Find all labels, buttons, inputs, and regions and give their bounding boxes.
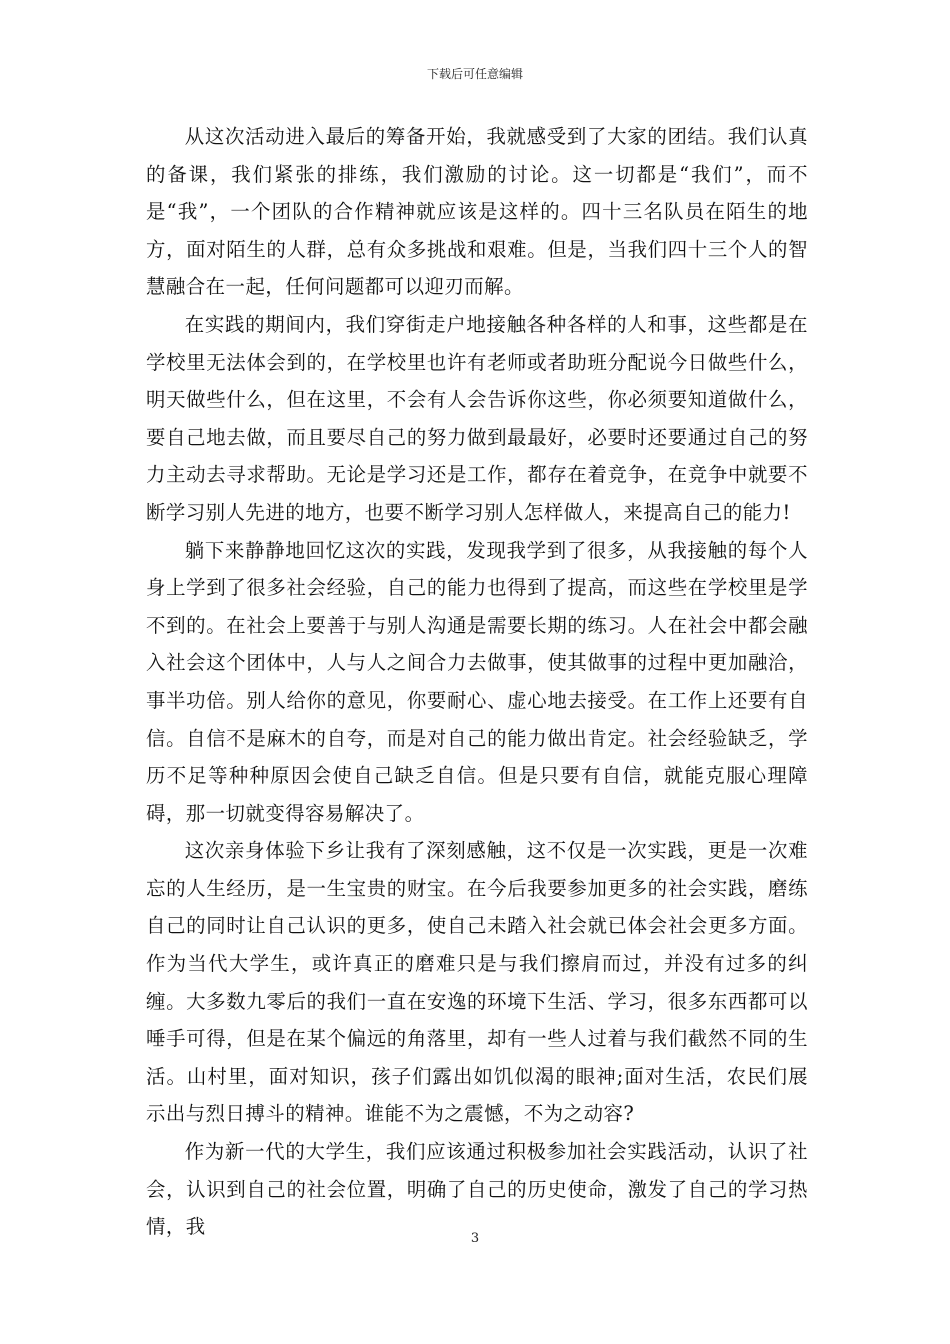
paragraph-4: 这次亲身体验下乡让我有了深刻感触，这不仅是一次实践，更是一次难忘的人生经历，是一生宝贵的财宝。在今后我要参加更多的社会实践，磨练自己的同时让自己认识的更多，使自己未踏入社会就已体会社会更多方面。作为当代大学生，或许真正的磨难只是与我们擦肩而过，并没有过多的纠缠。大多数九零后的我们一直在安逸的环境下生活、学习，很多东西都可以唾手可得，但是在某个偏远的角落里，却有一些人过着与我们截然不同的生活。山村里，面对知识，孩子们露出如饥似渴的眼神;面对生活，农民们展示出与烈日搏斗的精神。谁能不为之震憾，不为之动容? [146, 839, 808, 1126]
paragraph-1: 从这次活动进入最后的筹备开始，我就感受到了大家的团结。我们认真的备课，我们紧张的排练，我们激励的讨论。这一切都是“我们”，而不是“我”，一个团队的合作精神就应该是这样的。四十三名队员在陌生的地方，面对陌生的人群，总有众多挑战和艰难。但是，当我们四十三个人的智慧融合在一起，任何问题都可以迎刃而解。 [146, 125, 808, 299]
paragraph-2: 在实践的期间内，我们穿街走户地接触各种各样的人和事，这些都是在学校里无法体会到的，在学校里也许有老师或者助班分配说今日做些什么，明天做些什么，但在这里，不会有人会告诉你这些，你必须要知道做什么，要自己地去做，而且要尽自己的努力做到最最好，必要时还要通过自己的努力主动去寻求帮助。无论是学习还是工作，都存在着竞争，在竞争中就要不断学习别人先进的地方，也要不断学习别人怎样做人，来提高自己的能力! [146, 312, 808, 524]
document-body [146, 118, 808, 1246]
page-header: 下载后可任意编辑 [426, 67, 523, 81]
paragraph-5: 作为新一代的大学生，我们应该通过积极参加社会实践活动，认识了社会，认识到自己的社会位置，明确了自己的历史使命，激发了自己的学习热情，我 [146, 1140, 808, 1239]
paragraph-3: 躺下来静静地回忆这次的实践，发现我学到了很多，从我接触的每个人身上学到了很多社会经验，自己的能力也得到了提高，而这些在学校里是学不到的。在社会上要善于与别人沟通是需要长期的练习。人在社会中都会融入社会这个团体中，人与人之间合力去做事，使其做事的过程中更加融洽，事半功倍。别人给你的意见，你要耐心、虚心地去接受。在工作上还要有自信。自信不是麻木的自夸，而是对自己的能力做出肯定。社会经验缺乏，学历不足等种种原因会使自己缺乏自信。但是只要有自信，就能克服心理障碍，那一切就变得容易解决了。 [146, 538, 808, 825]
page-number: 3 [470, 1231, 480, 1246]
